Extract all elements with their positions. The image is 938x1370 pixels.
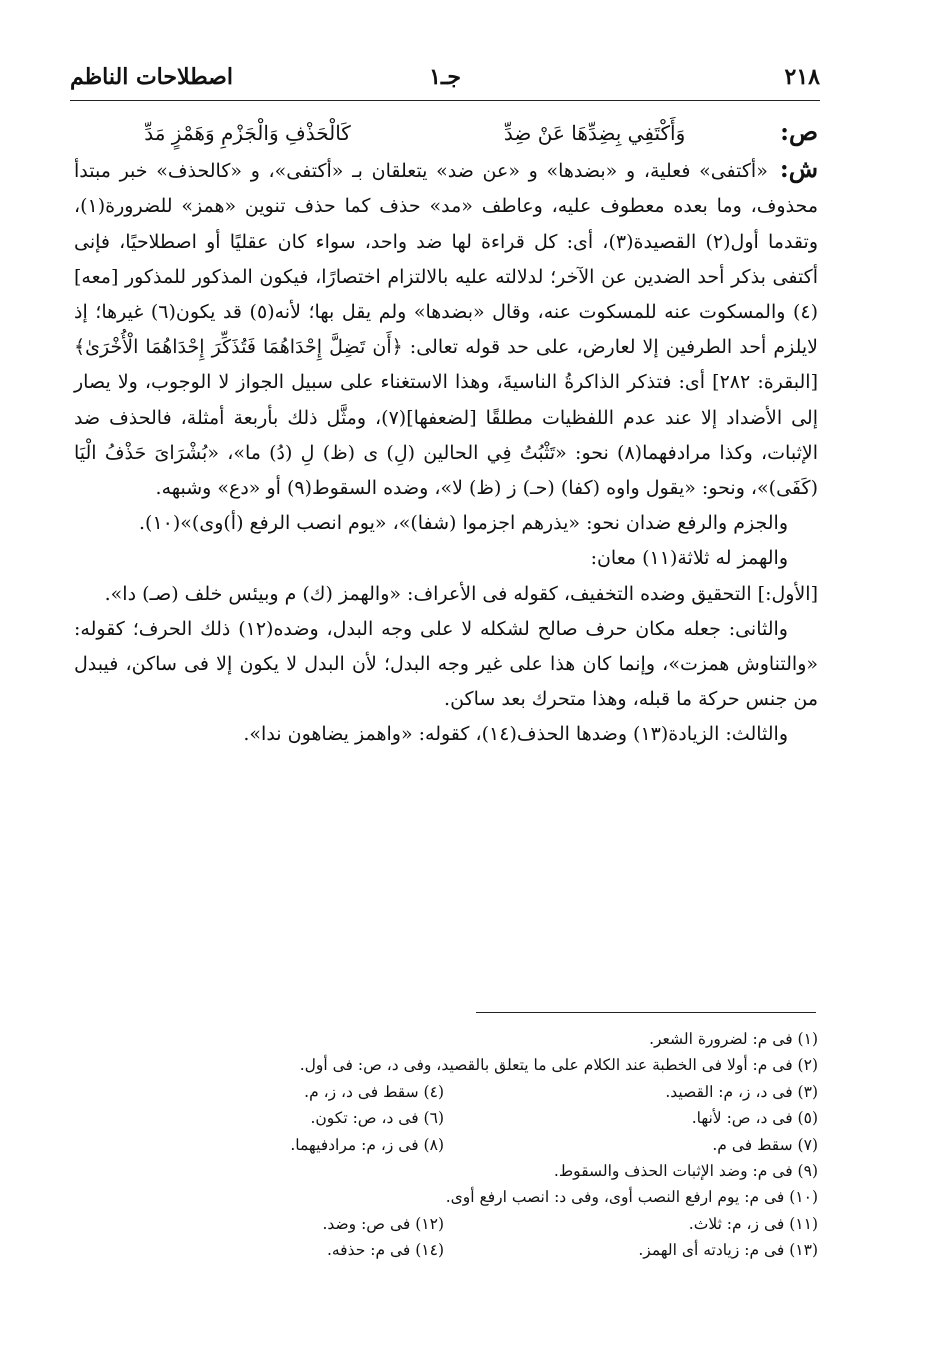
- footnote: (١٠) فى م: يوم ارفع النصب أوى، وفى د: انصب ارفع أوى.: [445, 1188, 818, 1207]
- footnote-row: [70, 1211, 818, 1237]
- footnote: (١١) فى ز، م: ثلاث.: [688, 1214, 818, 1233]
- footnote: (١٤) فى م: حذفه.: [326, 1241, 444, 1260]
- footnote-row: [70, 1132, 818, 1158]
- footnote-row: [70, 1105, 818, 1131]
- commentary-paragraph: [74, 151, 818, 506]
- main-text: [74, 114, 818, 753]
- volume-label: جـ١: [429, 64, 461, 90]
- footnote-row: [70, 1158, 818, 1184]
- paragraph-jazm: والجزم والرفع ضدان نحو: «يذرهم اجزموا (شفا)»، «يوم انصب الرفع (أ)وى)»(١٠).: [139, 512, 788, 535]
- footnote: (٧) سقط فى م.: [712, 1135, 818, 1154]
- page-number: ٢١٨: [784, 64, 820, 90]
- verse-second-hemistich: كَالْحَذْفِ وَالْجَزْمِ وَهَمْزٍ مَدِّ: [144, 121, 351, 145]
- footnote-row: [70, 1026, 818, 1052]
- footnotes: [70, 1026, 818, 1264]
- footnote: (٦) فى د، ص: تكون.: [310, 1109, 444, 1128]
- poem-verse: [74, 114, 818, 151]
- footnote: (٩) فى م: وضد الإثبات الحذف والسقوط.: [553, 1161, 818, 1180]
- footnote-separator: [476, 1012, 816, 1013]
- footnote: (٥) فى د، ص: لأنها.: [691, 1109, 818, 1128]
- footnote: (٢) فى م: أولا فى الخطبة عند الكلام على ما يتعلق بالقصيد، وفى د، ص: فى أول.: [299, 1056, 818, 1075]
- footnote-row: [70, 1184, 818, 1210]
- footnote: (٣) فى د، ز، م: القصيد.: [665, 1082, 818, 1101]
- commentary-text: «أكتفى» فعلية، و «بضدها» و «عن ضد» يتعلقان بـ «أكتفى»، و «كالحذف» خبر مبتدأ محذوف، وما بعده معطوف عليه، وعاطف «مد» حذف كما حذف تنوين «همز» للضرورة(١)، وتقدما أول(٢) القصيدة(٣)، أى: كل قراءة لها ضد واحد، سواء كان عقليًا أو اصطلاحيًا، فإنى أكتفى بذكر أحد الضدين عن الآخر؛ لدلالته عليه بالالتزام اختصارًا، فيكون المذكور للمذكور [معه](٤) والمسكوت عنه للمسكوت عنه، وقال «بضدها» ولم يقل بها؛ لأنه(٥) قد يكون(٦) غيرها؛ إذ لايلزم أحد الطرفين إلا لعارض، على حد قوله تعالى: ﴿أَن تَضِلَّ إِحْدَاهُمَا فَتُذَكِّرَ إِحْدَاهُمَا الْأُخْرَىٰ﴾ [البقرة: ٢٨٢] أى: فتذكر الذاكرةُ الناسيةَ، وهذا الاستغناء على سبيل الجواز لا الوجوب، ولا يصار إلى الأضداد إلا عند عدم اللفظيات مطلقًا [لضعفها](٧)، ومثَّل ذلك بأربعة أمثلة، فالحذف ضد الإثبات، وكذا مرادفهما(٨) نحو: «تَثْبُتُ فِي الحالين (لِ) ى (ظ) لِ (دُ) ما»، «بُشْرَاىَ حَذْفُ الْيَا (كَفَى)»، ونحو: «يقول واوه (كفا) (حـ) ز (ظ) لا»، وضده السقوط(٩) أو «دع» وشبهه.: [74, 160, 818, 500]
- footnote: (٨) فى ز، م: مرادفيهما.: [290, 1135, 444, 1154]
- footnote-row: [70, 1237, 818, 1263]
- footnote: (١٣) فى م: زيادته أى الهمز.: [638, 1241, 818, 1260]
- verse-marker: ص:: [780, 117, 818, 146]
- verse-first-hemistich: وَأَكْتَفِي بِضِدِّهَا عَنْ ضِدِّ: [503, 121, 686, 145]
- commentary-marker: ش:: [779, 154, 818, 184]
- footnote: (١٢) فى ص: وضد.: [322, 1214, 444, 1233]
- footnote: (١) فى م: لضرورة الشعر.: [649, 1030, 818, 1048]
- paragraph-second-meaning: والثانى: جعله مكان حرف صالح لشكله لا على وجه البدل، وضده(١٢) ذلك الحرف؛ كقوله: «والتناوش همزت»، وإنما كان هذا على غير وجه البدل؛ لأن البدل لا يكون إلا فى ساكن، فيبدل من جنس حركة ما قبله، وهذا متحرك بعد ساكن.: [74, 617, 818, 711]
- paragraph-hamz-intro: والهمز له ثلاثة(١١) معان:: [590, 547, 788, 570]
- footnote-row: [70, 1079, 818, 1105]
- footnote: (٤) سقط فى د، ز، م.: [304, 1082, 444, 1101]
- chapter-title: اصطلاحات الناظم: [70, 64, 233, 90]
- footnote-row: [70, 1052, 818, 1078]
- paragraph-third-meaning: والثالث: الزيادة(١٣) وضدها الحذف(١٤)، كقوله: «واهمز يضاهون ندا».: [243, 723, 788, 746]
- paragraph-first-meaning: [الأول:] التحقيق وضده التخفيف، كقوله فى الأعراف: «والهمز (ك) م وبيئس خلف (صـ) دا».: [104, 582, 818, 605]
- running-header: [70, 60, 820, 101]
